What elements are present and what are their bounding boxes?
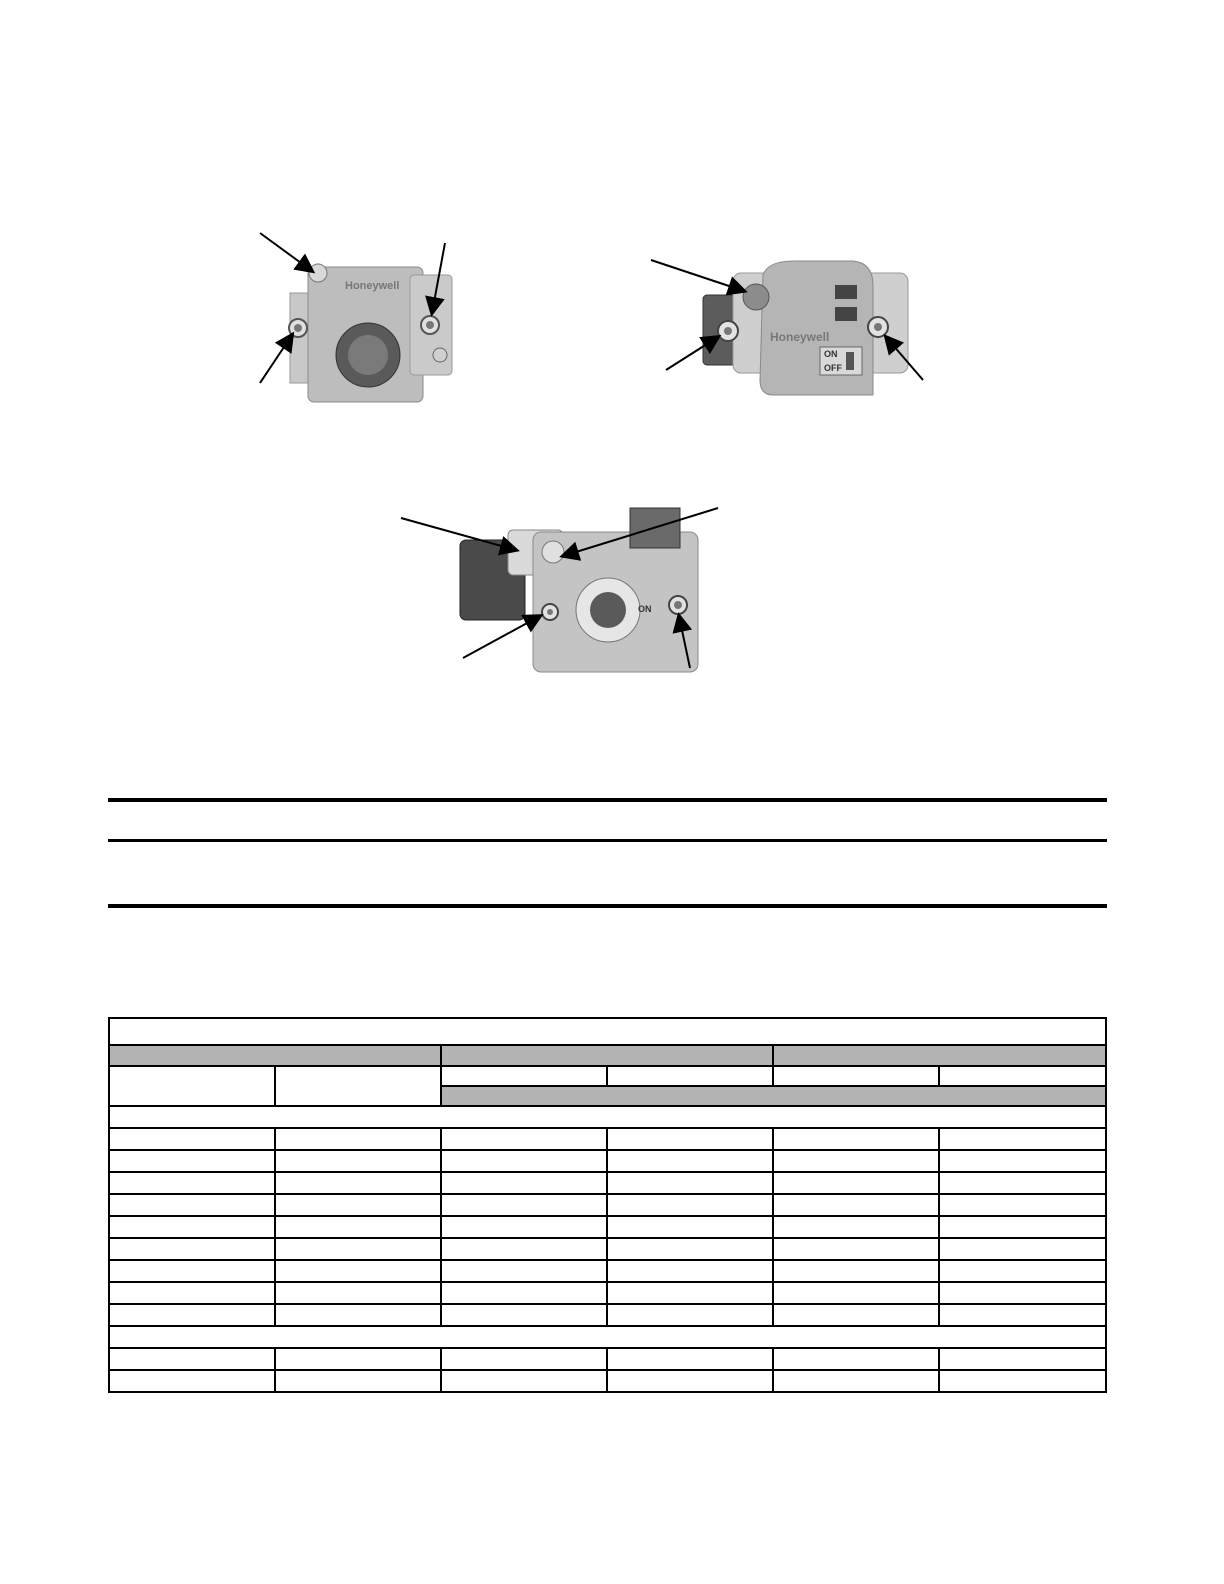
table-row	[109, 1282, 1106, 1304]
column-header-cell	[607, 1066, 773, 1086]
row-header-cell	[275, 1066, 441, 1106]
gas-valve-illustration-bottom	[398, 490, 723, 675]
section-rule-2	[108, 839, 1107, 842]
brand-label-left: Honeywell	[345, 280, 400, 292]
gas-valve-illustration-left	[250, 225, 480, 410]
table-row	[109, 1260, 1106, 1282]
column-header-cell	[441, 1066, 607, 1086]
specification-table	[108, 1017, 1107, 1393]
table-row	[109, 1216, 1106, 1238]
gas-valve-illustration-right	[648, 255, 933, 405]
table-group-header-row	[109, 1045, 1106, 1066]
section-header-cell	[109, 1106, 1106, 1128]
table-row	[109, 1128, 1106, 1150]
dial-mark-label: ON	[638, 604, 652, 614]
table-row	[109, 1304, 1106, 1326]
gas-valve-figure-left	[250, 225, 480, 410]
switch-off-label: OFF	[824, 363, 842, 373]
switch-on-label: ON	[824, 349, 838, 359]
row-header-cell	[109, 1066, 275, 1106]
table-row	[109, 1172, 1106, 1194]
gas-valve-figure-right	[648, 255, 933, 405]
unit-header-cell	[441, 1086, 1106, 1106]
group-header-cell	[773, 1045, 1106, 1066]
table-section-row	[109, 1106, 1106, 1128]
group-header-cell	[109, 1045, 441, 1066]
table-title-cell	[109, 1018, 1106, 1045]
table-row	[109, 1150, 1106, 1172]
column-header-cell	[773, 1066, 939, 1086]
table-row	[109, 1370, 1106, 1392]
table-section-row	[109, 1326, 1106, 1348]
section-rule-1	[108, 798, 1107, 802]
group-header-cell	[441, 1045, 773, 1066]
table-row	[109, 1348, 1106, 1370]
section-rule-3	[108, 904, 1107, 908]
table-row	[109, 1194, 1106, 1216]
gas-valve-figure-bottom	[398, 490, 723, 675]
brand-label-right: Honeywell	[770, 330, 830, 344]
table-title-row	[109, 1018, 1106, 1045]
table-subheader-row	[109, 1066, 1106, 1086]
column-header-cell	[939, 1066, 1106, 1086]
table-row	[109, 1238, 1106, 1260]
section-header-cell	[109, 1326, 1106, 1348]
